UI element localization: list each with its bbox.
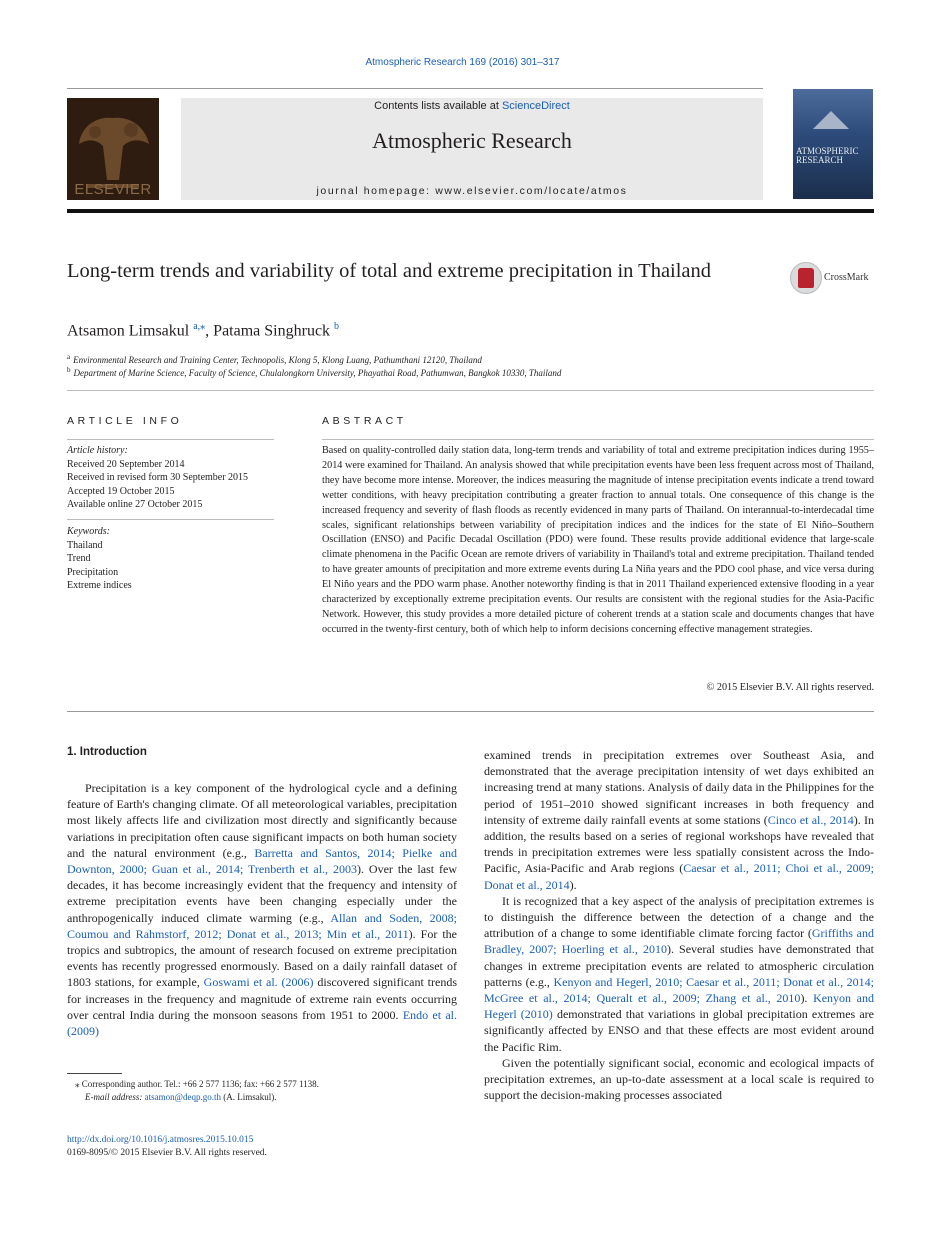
body-text: examined trends in precipitation extremes over Southeast Asia, and demonstrated that the average precipitation intensity of wet days exhibited an increasing trend at many stations. Analysis of daily data in the Philippines for the period of 1951–2010 showed significant increases in both frequency and intensity of extreme daily rainfall events at some stations ( xyxy=(484,748,874,827)
citation-link[interactable]: Griffiths and Bradley, 2007; Hoerling et al., 2010 xyxy=(484,926,875,957)
affiliation-text: Environmental Research and Training Center, Technopolis, Klong 5, Klong Luang, Pathumthani 12120, Thailand xyxy=(73,355,482,365)
citation-link[interactable]: Barretta and Santos, 2014; Pielke and Downton, 2000; Guan et al., 2014; Trenberth et al., 2003 xyxy=(67,845,457,877)
section-heading: 1. Introduction xyxy=(67,746,147,758)
affiliation xyxy=(67,353,482,365)
paragraph xyxy=(67,780,457,1039)
paragraph xyxy=(484,893,874,1055)
citation-link[interactable]: Cinco et al., 2014 xyxy=(767,812,854,827)
homepage-url-link[interactable]: www.elsevier.com/locate/atmos xyxy=(435,185,628,197)
keywords xyxy=(67,525,274,593)
affiliation-mark: a xyxy=(67,353,71,361)
history-item: Accepted 19 October 2015 xyxy=(67,485,175,497)
article-history xyxy=(67,444,274,512)
body-text: ). Several studies have demonstrated that changes in extreme precipitation events are related to atmospheric circulation patterns (e.g., xyxy=(484,942,874,989)
affiliation-text: Department of Marine Science, Faculty of Science, Chulalongkorn University, Phayathai Road, Pathumwan, Bangkok 10330, Thailand xyxy=(73,368,562,378)
body-text: ). In addition, the results based on a series of regional workshops have revealed that trends in precipitation extremes were less spatially consistent across the Indo-Pacific, Asia-Pacific and Arab regions ( xyxy=(484,812,875,876)
crossmark-icon xyxy=(790,262,822,294)
homepage-prefix: journal homepage: xyxy=(316,185,436,197)
divider xyxy=(67,711,874,712)
journal-name: Atmospheric Research xyxy=(372,128,572,153)
divider xyxy=(67,390,874,391)
keyword: Extreme indices xyxy=(67,580,132,591)
affiliation xyxy=(67,366,561,378)
divider xyxy=(67,519,274,520)
body-text: demonstrated that variations in global precipitation extremes are significantly affected by ENSO and that these effects are most evident around the Pacific Rim. xyxy=(484,1007,874,1054)
history-item: Available online 27 October 2015 xyxy=(67,499,203,510)
doi-link[interactable]: http://dx.doi.org/10.1016/j.atmosres.2015.10.015 xyxy=(67,1135,254,1145)
affiliation-mark: b xyxy=(67,366,71,374)
elsevier-logo xyxy=(67,98,159,200)
body-text: It is recognized that a key aspect of the analysis of precipitation extremes is to distinguish the difference between the detection of a change and the attribution of a change to some identifiable climate forcing factor ( xyxy=(484,893,874,941)
elsevier-wordmark: ELSEVIER xyxy=(74,181,152,198)
intro-left-column xyxy=(67,780,457,1039)
email-note xyxy=(67,1091,467,1104)
crossmark-button[interactable] xyxy=(790,262,878,294)
keyword: Thailand xyxy=(67,539,103,551)
footnote-rule xyxy=(67,1073,122,1074)
citation-link[interactable]: Kenyon and Hegerl, 2010; Caesar et al., 2011; Donat et al., 2014; McGree et al., 2014; Queralt et al., 2009; Zhang et al., 2010 xyxy=(484,974,875,1006)
email-label: E-mail address: xyxy=(85,1092,143,1102)
doi-block xyxy=(67,1134,267,1160)
citation-link[interactable]: Caesar et al., 2011; Choi et al., 2009; Donat et al., 2014 xyxy=(484,861,875,892)
abstract-heading: ABSTRACT xyxy=(322,415,407,427)
abstract-text: Based on quality-controlled daily station data, long-term trends and variability of total and extreme precipitation indices during 1955–2014 were examined for Thailand. An analysis showed that while precipitation events have been less frequent across most of Thailand, they have become more intense. Moreover, the indices measuring the magnitude of intense precipitation events indicate a trend toward wetter conditions, with heavy precipitation contributing a greater fraction to annual totals. One consequence of this change is the increased frequency and severity of flash floods as recently evidenced in many parts of Thailand. On interannual-to-interdecadal time scales, significant relationships between variability of precipitation indices and the indices for the state of El Niño–Southern Oscillation (ENSO) and Pacific Decadal Oscillation (PDO) were found. These results provide additional evidence that large-scale climate phenomena in the Pacific Ocean are remote drivers of variability in Thailand's total and extreme precipitation. Thailand tended to have greater amounts of precipitation and more extreme events during La Niña years and the PDO cool phase, and vice versa during El Niño years and the PDO warm phase. Another noteworthy finding is that in 2011 Thailand experienced extensive flooding in a year characterized by exceptionally extreme precipitation events. Our results are consistent with the regional studies for the Asia-Pacific Network. However, this study provides a more detailed picture of coherent trends at a station scale and documents changes that have occurred in the twenty-first century, both of which help to inform decisions concerning effective management strategies. xyxy=(322,445,874,635)
keyword: Trend xyxy=(67,553,91,564)
citation-link[interactable]: Goswami et al. (2006) xyxy=(203,975,314,990)
footnote-text: Corresponding author. Tel.: +66 2 577 1136; fax: +66 2 577 1138. xyxy=(81,1079,319,1089)
history-item: Received 20 September 2014 xyxy=(67,458,185,470)
cover-mountain-graphic xyxy=(813,111,849,129)
history-label: Article history: xyxy=(67,445,128,456)
paragraph xyxy=(484,1055,874,1104)
author-name[interactable]: Patama Singhruck xyxy=(213,322,331,340)
history-item: Received in revised form 30 September 2015 xyxy=(67,472,249,483)
journal-homepage xyxy=(181,185,763,197)
body-text: Precipitation is a key component of the hydrological cycle and a defining feature of Earth's changing climate. Of all meteorological variables, precipitation most likely affects life and civilization most directly and significantly because variations in precipitation often cause significant impacts on both human society and the natural environment (e.g., xyxy=(67,781,457,860)
body-text: ). Over the last few decades, it has become increasingly evident that the frequency and intensity of extreme precipitation events have been changing especially under the anthropogenically induced climate warming (e.g., xyxy=(67,862,458,925)
article-info-heading: ARTICLE INFO xyxy=(67,415,183,427)
journal-reference-link[interactable]: Atmospheric Research 169 (2016) 301–317 xyxy=(365,57,560,68)
abstract-copyright: © 2015 Elsevier B.V. All rights reserved. xyxy=(706,682,874,693)
citation-link[interactable]: Allan and Soden, 2008; Coumou and Rahmstorf, 2012; Donat et al., 2013; Min et al., 2011 xyxy=(67,910,457,941)
body-text: ). For the tropics and subtropics, the amount of research focused on extreme precipitation events has recently progressed enormously. Based on a daily rainfall dataset of 1803 stations, for example, xyxy=(67,926,457,990)
header-thick-rule xyxy=(67,209,874,213)
journal-banner xyxy=(181,98,763,200)
email-suffix: (A. Limsakul). xyxy=(220,1092,277,1102)
author-marks[interactable]: a,⁎ xyxy=(193,321,206,332)
body-text: ). xyxy=(569,877,577,892)
cover-title: ATMOSPHERIC RESEARCH xyxy=(796,146,859,165)
author-marks[interactable]: b xyxy=(334,321,340,332)
journal-cover-image[interactable] xyxy=(793,89,873,199)
contents-prefix: Contents lists available at xyxy=(374,100,502,112)
article-title: Long-term trends and variability of total and extreme precipitation in Thailand xyxy=(67,260,712,282)
header-divider xyxy=(67,88,763,89)
issn-line: 0169-8095/© 2015 Elsevier B.V. All rights reserved. xyxy=(67,1148,267,1158)
footnote xyxy=(67,1078,467,1104)
citation-link[interactable]: Endo et al. (2009) xyxy=(67,1007,458,1039)
body-text: ). xyxy=(800,991,814,1006)
body-text: discovered significant trends for increases in the frequency and magnitude of extreme rain events occurring over central India during the monsoon seasons from 1951 to 2000. xyxy=(67,975,457,1022)
divider xyxy=(322,439,874,440)
paragraph xyxy=(484,747,874,893)
email-link[interactable]: atsamon@deqp.go.th xyxy=(144,1092,221,1102)
corresponding-author-note xyxy=(67,1078,467,1091)
contents-line xyxy=(181,100,763,112)
citation-link[interactable]: Kenyon and Hegerl (2010) xyxy=(484,991,875,1022)
author-separator: , xyxy=(205,322,214,340)
author-name[interactable]: Atsamon Limsakul xyxy=(67,322,190,340)
body-text: Given the potentially significant social, economic and ecological impacts of precipitation extremes, an up-to-date assessment at a local scale is required to support the decision-making processes associated xyxy=(484,1055,874,1103)
divider xyxy=(67,439,274,440)
author-list xyxy=(67,321,339,340)
intro-right-column xyxy=(484,747,874,1103)
crossmark-label: CrossMark xyxy=(824,272,869,283)
keyword: Precipitation xyxy=(67,566,119,578)
sciencedirect-link[interactable]: ScienceDirect xyxy=(501,100,570,112)
footnote-mark: ⁎ xyxy=(75,1079,80,1089)
keywords-label: Keywords: xyxy=(67,526,110,537)
